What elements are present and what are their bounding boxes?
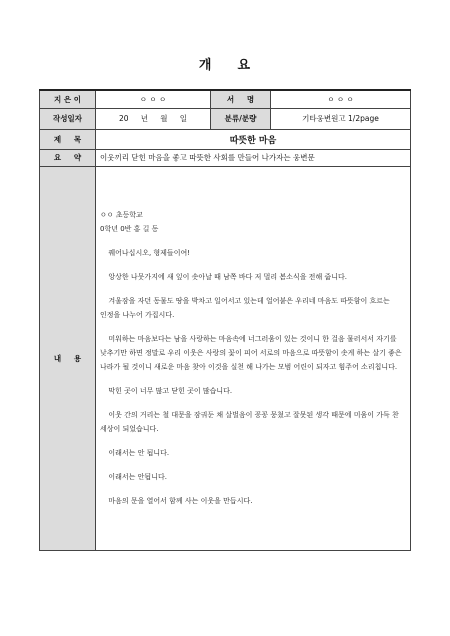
paragraph-7: 이래서는 안 됩니다. bbox=[108, 449, 170, 457]
signature-value: ㅇ ㅇ ㅇ bbox=[271, 90, 411, 108]
category-value: 기타웅변원고 1/2page bbox=[271, 108, 411, 129]
paragraph-9: 마음의 문을 열어서 함께 사는 이웃을 만듭시다. bbox=[108, 497, 253, 505]
paragraph-5: 막힌 곳이 너무 많고 닫힌 곳이 많습니다. bbox=[108, 387, 233, 395]
subject-value: 따뜻한 마음 bbox=[96, 129, 411, 149]
signature-label: 서 명 bbox=[211, 90, 271, 108]
paragraph-6: 이웃 간의 거리는 철 대문을 잠궈둔 채 살벌음이 꽁꽁 뭉쳤고 잘못된 생각 때문에 미움이 가득 찬 세상이 되었습니다. bbox=[100, 411, 399, 433]
author-value: ㅇ ㅇ ㅇ bbox=[96, 90, 211, 108]
category-label: 분류/분량 bbox=[211, 108, 271, 129]
paragraph-4: 미워하는 마음보다는 남을 사랑하는 마음속에 너그러움이 있는 것이니 한 걸음 물러서서 자기를 낮추기만 하면 정말로 우리 이웃은 사랑의 꽃이 피어 서로의 마음으로 따뜻함이 솟게 하는 살기 좋은 나라가 될 것이니 새로운 마음 찾아 이것을 실천 해 나가는 모범 어린이 되자고 힘주어 소리칩니다. bbox=[100, 335, 402, 371]
date-label: 작성일자 bbox=[40, 108, 96, 129]
summary-value: 이웃끼리 닫힌 마음을 좋고 따뜻한 사회를 만들어 나가자는 웅변문 bbox=[96, 149, 411, 166]
summary-label: 요 약 bbox=[40, 149, 96, 166]
paragraph-3: 겨울잠을 자던 동물도 땅을 박차고 일어서고 있는데 얼어붙은 우리네 마음도 따뜻함이 흐르는 인정을 나누어 가집시다. bbox=[100, 297, 390, 319]
school-line: ㅇㅇ 초등학교 bbox=[100, 211, 143, 219]
author-label: 지 은 이 bbox=[40, 90, 96, 108]
content-body bbox=[96, 166, 411, 550]
paragraph-8: 이래서는 안됩니다. bbox=[108, 473, 167, 481]
content-label: 내 용 bbox=[40, 166, 96, 550]
date-value: 20 년 월 일 bbox=[96, 108, 211, 129]
summary-form bbox=[39, 89, 411, 551]
subject-label: 제 목 bbox=[40, 129, 96, 149]
paragraph-1: 꿰어나십시오, 형제들이여! bbox=[108, 249, 191, 257]
document-title: 개 요 bbox=[198, 58, 252, 73]
paragraph-2: 앙상한 나뭇가지에 새 잎이 솟아날 때 남쪽 바다 저 멀리 봄소식을 전해 줍니다. bbox=[108, 273, 347, 281]
student-line: 0학년 0반 홍 길 동 bbox=[100, 225, 159, 233]
